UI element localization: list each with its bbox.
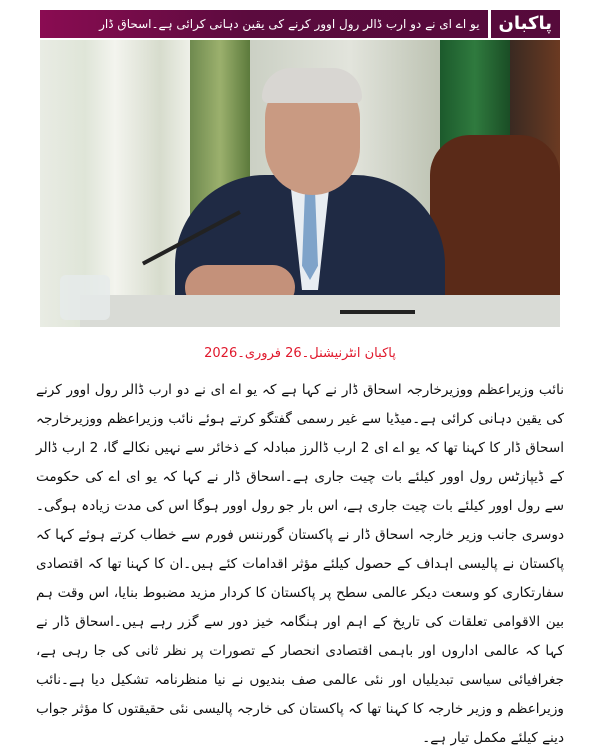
- headline: یو اے ای نے دو ارب ڈالر رول اوور کرنے کی یقین دہانی کرائی ہے۔اسحاق ڈار: [99, 17, 480, 31]
- brand-logo: پاکبان: [488, 10, 560, 38]
- headline-banner: [40, 10, 560, 38]
- news-photo: [40, 40, 560, 327]
- dateline: پاکبان انٹرنیشنل۔26 فروری۔2026: [204, 346, 396, 361]
- article-body: نائب وزیراعظم ووزیرخارجہ اسحاق ڈار نے کہا ہے کہ یو اے ای نے دو ارب ڈالر رول اوور کرنے کی یقین دہانی کرائی ہے۔میڈیا سے غیر رسمی گفتگو کرتے ہوئے نائب وزیراعظم ووزیرخارجہ اسحاق ڈار کا کہنا تھا کہ یو اے ای 2 ارب ڈالرز مبادلہ کے ذخائر سے نہیں نکالے گا، 2 ارب ڈالر کے ڈیپازٹس رول اوور کیلئے بات چیت جاری ہے۔اسحاق ڈار نے کہا کہ یو ای اے کی حکومت سے رول اوور کیلئے بات چیت جاری ہے، اس بار جو رول اوور ہوگا اس کی مدت زیادہ ہوگی۔دوسری جانب وزیر خارجہ اسحاق ڈار نے پاکستان گورننس فورم سے خطاب کرتے ہوئے کہا کہ پاکستان نے پالیسی اہداف کے حصول کیلئے مؤثر اقدامات کئے ہیں۔ان کا کہنا تھا کہ اقتصادی سفارتکاری کو وسعت دیکر عالمی سطح پر پاکستان کا کردار مزید مضبوط بنایا، اس وقت ہم بین الاقوامی تعلقات کی تاریخ کے اہم اور ہنگامہ خیز دور سے گزر رہے ہیں۔اسحاق ڈار نے کہا کہ عالمی اداروں اور باہمی اقتصادی انحصار کے تصورات پر نظر ثانی کی جا رہی ہے، جغرافیائی سیاسی تبدیلیاں اور نئی عالمی صف بندیوں نے نیا منظرنامہ تشکیل دیا ہے۔نائب وزیراعظم و وزیر خارجہ کا کہنا تھا کہ پاکستان کی خارجہ پالیسی نئی حقیقتوں کا مؤثر جواب دینے کیلئے مکمل تیار ہے۔: [36, 382, 564, 746]
